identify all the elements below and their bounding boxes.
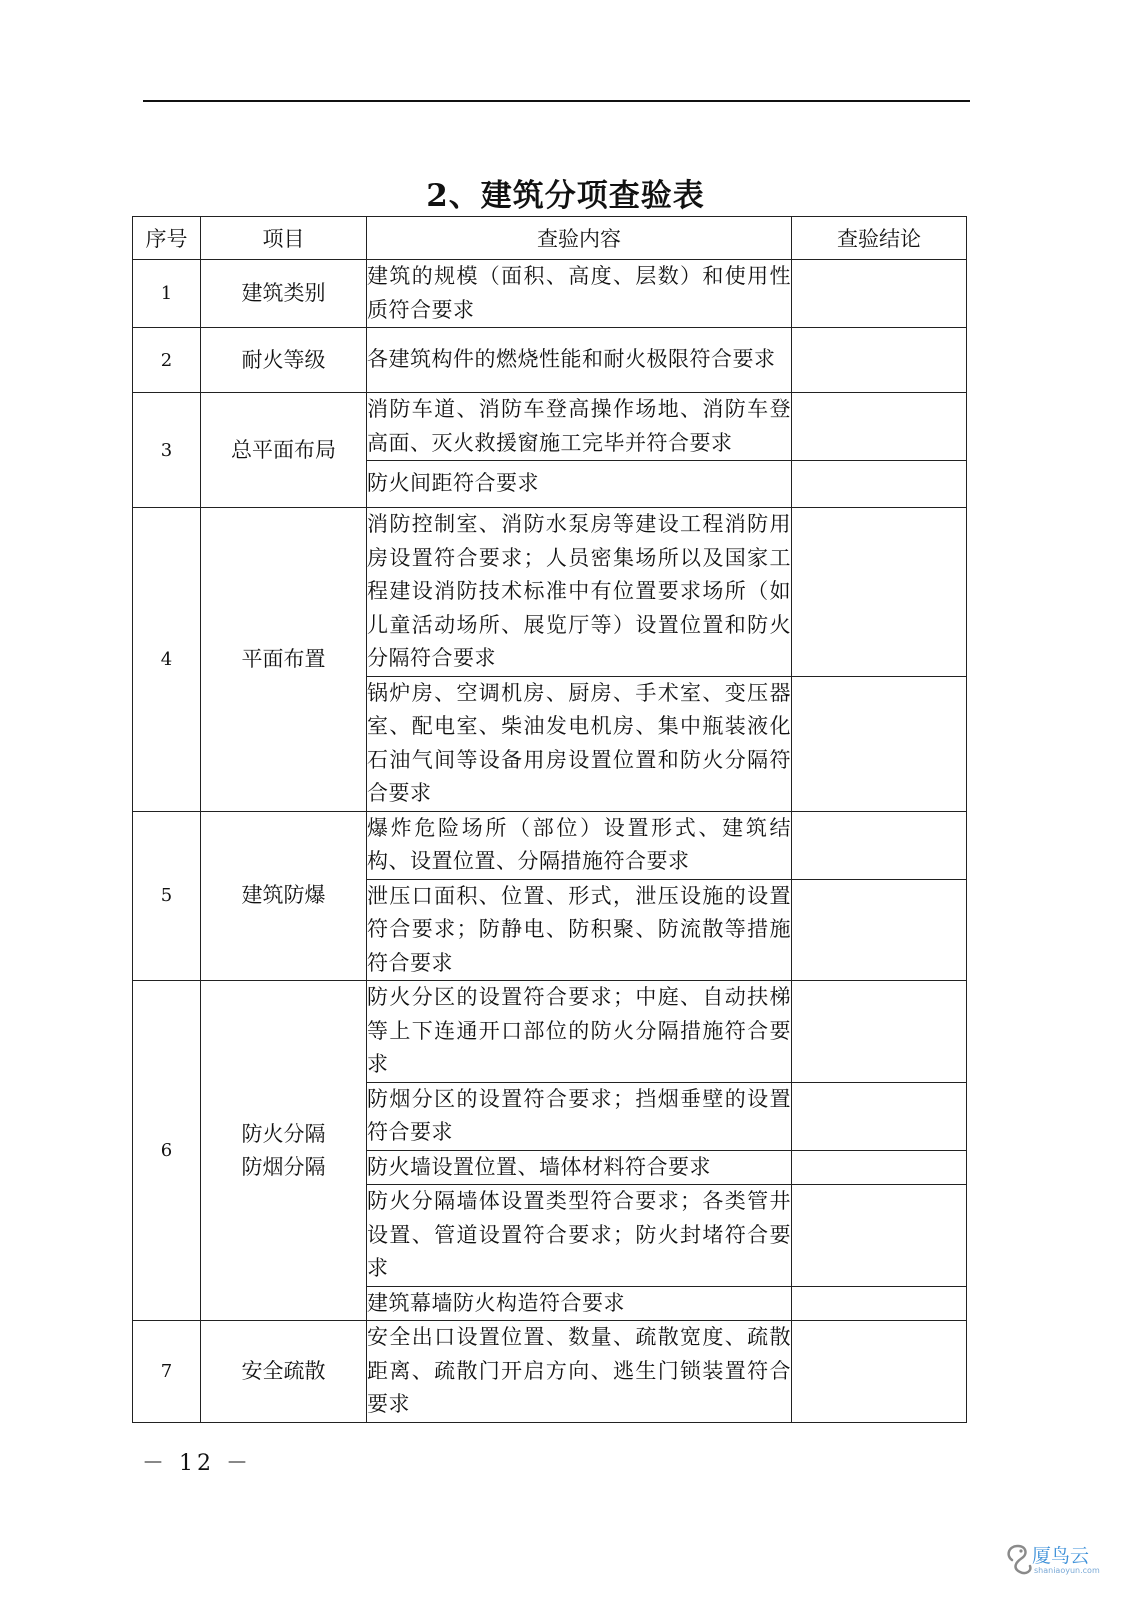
row-content: 建筑的规模（面积、高度、层数）和使用性质符合要求 (367, 260, 792, 328)
row-content: 建筑幕墙防火构造符合要求 (367, 1286, 792, 1321)
row-result-cell[interactable] (792, 1150, 967, 1185)
table-row (133, 328, 967, 393)
row-item: 耐火等级 (201, 328, 367, 393)
table-row (133, 811, 967, 879)
row-content: 防烟分区的设置符合要求；挡烟垂壁的设置符合要求 (367, 1082, 792, 1150)
row-item: 总平面布局 (201, 393, 367, 508)
row-result-cell[interactable] (792, 981, 967, 1083)
watermark-name: 厦鸟云 (1032, 1545, 1090, 1567)
table-row (133, 981, 967, 1083)
header-result: 查验结论 (792, 217, 967, 260)
row-content: 消防车道、消防车登高操作场地、消防车登高面、灭火救援窗施工完毕并符合要求 (367, 393, 792, 461)
row-result-cell[interactable] (792, 508, 967, 677)
table-row (133, 260, 967, 328)
row-item-line: 防烟分隔 (241, 1154, 326, 1179)
header-content: 查验内容 (367, 217, 792, 260)
header-item: 项目 (201, 217, 367, 260)
row-no: 4 (133, 508, 201, 812)
row-no: 2 (133, 328, 201, 393)
row-item-line: 防火分隔 (241, 1121, 326, 1146)
watermark-url: shaniaoyun.com (1034, 1566, 1100, 1575)
row-result-cell[interactable] (792, 328, 967, 393)
page-title: 2、建筑分项查验表 (426, 178, 705, 214)
row-no: 5 (133, 811, 201, 981)
row-no: 3 (133, 393, 201, 508)
table-row (133, 1321, 967, 1423)
row-no: 1 (133, 260, 201, 328)
row-content: 安全出口设置位置、数量、疏散宽度、疏散距离、疏散门开启方向、逃生门锁装置符合要求 (367, 1321, 792, 1423)
row-content: 防火分区的设置符合要求；中庭、自动扶梯等上下连通开口部位的防火分隔措施符合要求 (367, 981, 792, 1083)
row-result-cell[interactable] (792, 1286, 967, 1321)
row-item: 平面布置 (201, 508, 367, 812)
row-content: 泄压口面积、位置、形式，泄压设施的设置符合要求；防静电、防积聚、防流散等措施符合要求 (367, 879, 792, 981)
row-content: 防火墙设置位置、墙体材料符合要求 (367, 1150, 792, 1185)
row-result-cell[interactable] (792, 676, 967, 811)
row-content: 防火分隔墙体设置类型符合要求；各类管井设置、管道设置符合要求；防火封堵符合要求 (367, 1185, 792, 1287)
row-result-cell[interactable] (792, 811, 967, 879)
row-result-cell[interactable] (792, 1185, 967, 1287)
row-result-cell[interactable] (792, 461, 967, 508)
row-result-cell[interactable] (792, 393, 967, 461)
row-result-cell[interactable] (792, 260, 967, 328)
row-result-cell[interactable] (792, 1082, 967, 1150)
table-row (133, 508, 967, 677)
table-row (133, 393, 967, 461)
inspection-table (132, 216, 967, 1423)
row-content: 消防控制室、消防水泵房等建设工程消防用房设置符合要求；人员密集场所以及国家工程建设消防技术标准中有位置要求场所（如儿童活动场所、展览厅等）设置位置和防火分隔符合要求 (367, 508, 792, 677)
header-rule (143, 100, 970, 102)
row-item: 建筑防爆 (201, 811, 367, 981)
row-item: 建筑类别 (201, 260, 367, 328)
row-result-cell[interactable] (792, 879, 967, 981)
row-content: 各建筑构件的燃烧性能和耐火极限符合要求 (367, 328, 792, 393)
row-no: 6 (133, 981, 201, 1321)
header-no: 序号 (133, 217, 201, 260)
row-result-cell[interactable] (792, 1321, 967, 1423)
page-number: － 12 － (142, 1451, 252, 1476)
row-item: 安全疏散 (201, 1321, 367, 1423)
row-no: 7 (133, 1321, 201, 1423)
row-content: 防火间距符合要求 (367, 461, 792, 508)
row-content: 锅炉房、空调机房、厨房、手术室、变压器室、配电室、柴油发电机房、集中瓶装液化石油气间等设备用房设置位置和防火分隔符合要求 (367, 676, 792, 811)
row-item (201, 981, 367, 1321)
table-header-row (133, 217, 967, 260)
row-content: 爆炸危险场所（部位）设置形式、建筑结构、设置位置、分隔措施符合要求 (367, 811, 792, 879)
